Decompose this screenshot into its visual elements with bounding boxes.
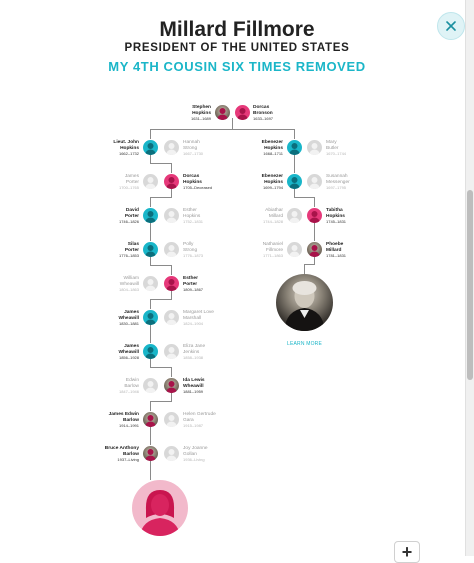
person-dates: 1856–1928 [118, 355, 139, 360]
person-dates: 1744–1828 [262, 219, 283, 224]
person-icon [287, 208, 302, 223]
person-icon [307, 208, 322, 223]
person-avatar[interactable] [307, 242, 322, 257]
you-avatar[interactable] [132, 480, 188, 536]
person-dates: 1776–1853 [118, 253, 139, 258]
zoom-in-button[interactable]: + [394, 541, 420, 563]
ancestor-name: Dorcas Bronson [253, 105, 273, 116]
spouse-dates: 1667–1730 [183, 151, 204, 156]
close-icon [445, 20, 457, 32]
tree-connector [150, 299, 172, 300]
person-icon [307, 140, 322, 155]
person-icon [307, 174, 322, 189]
tree-connector [304, 264, 315, 265]
person-name: Ebenezer Hopkins [261, 140, 283, 151]
spouse-dates: 1670–1744 [326, 151, 347, 156]
person-avatar[interactable] [143, 412, 158, 427]
spouse-dates: 1752–1831 [183, 219, 204, 224]
spouse-name: Esther Porter [183, 276, 198, 287]
tree-connector [294, 189, 295, 197]
person-dates: 1847–1946 [118, 389, 139, 394]
tree-connector [150, 427, 151, 435]
spouse-dates: 1858–1938 [183, 355, 204, 360]
person-dates: 1771–1863 [262, 253, 283, 258]
tree-connector [314, 223, 315, 231]
tree-connector [150, 435, 151, 445]
person-name: Ebenezer Hopkins [261, 174, 283, 185]
person-name: William Wheawill [119, 276, 139, 287]
person-icon [287, 174, 302, 189]
spouse-name: Margaret Love Marshall [183, 310, 214, 321]
person-silhouette-icon [132, 480, 188, 536]
person-avatar[interactable] [287, 174, 302, 189]
person-icon [164, 310, 179, 325]
scrollbar-thumb[interactable] [467, 190, 473, 380]
person-name: David Porter [124, 208, 139, 219]
person-avatar[interactable] [235, 105, 250, 120]
spouse-name: Eliza Jane Jenkins [183, 344, 206, 355]
person-avatar[interactable] [287, 208, 302, 223]
tree-connector [150, 359, 151, 367]
person-dates: 1914–1991 [118, 423, 139, 428]
person-icon [287, 242, 302, 257]
spouse-name: Polly Strong [183, 242, 198, 253]
spouse-name: Dorcas Hopkins [183, 174, 202, 185]
spouse-dates: 1809–1867 [183, 287, 204, 292]
person-icon [164, 208, 179, 223]
tree-connector [150, 129, 294, 130]
person-icon [143, 378, 158, 393]
spouse-name: Ida Lewis Wheawill [183, 378, 205, 389]
tree-connector [171, 367, 172, 377]
person-name: Silas Porter [124, 242, 139, 253]
person-avatar[interactable] [143, 208, 158, 223]
ancestor-name: Stephen Hopkins [192, 105, 211, 116]
person-icon [143, 310, 158, 325]
person-name: Nathaniel Fillmore [262, 242, 283, 253]
spouse-name: Tabitha Hopkins [326, 208, 345, 219]
person-icon [143, 412, 158, 427]
person-icon [164, 276, 179, 291]
person-avatar[interactable] [164, 276, 179, 291]
person-name: Bruce Anthony Barlow [104, 446, 139, 457]
tree-connector [150, 333, 151, 343]
person-dates: 1662–1732 [118, 151, 139, 156]
tree-connector [232, 118, 233, 129]
tree-connector [150, 325, 151, 333]
tree-connector [150, 223, 151, 231]
person-name: James Wheawill [118, 310, 139, 321]
person-name: Abiathar Millard [265, 208, 283, 219]
person-name: James Edwin Barlow [108, 412, 139, 423]
person-icon [307, 242, 322, 257]
person-icon [164, 140, 179, 155]
tree-connector [304, 264, 305, 274]
person-name: James Wheawill [118, 344, 139, 355]
tree-connector [314, 197, 315, 207]
tree-connector [171, 393, 172, 401]
person-icon [164, 344, 179, 359]
spouse-name: Helen Gertrude Gara [183, 412, 216, 423]
person-icon [164, 174, 179, 189]
tree-connector [314, 231, 315, 241]
tree-connector [150, 257, 151, 265]
person-avatar[interactable] [287, 140, 302, 155]
person-dates: 1937–Living [117, 457, 139, 462]
person-icon [235, 105, 250, 120]
tree-connector [150, 461, 151, 480]
tree-connector [171, 189, 172, 197]
tree-connector [294, 129, 295, 139]
tree-connector [294, 155, 295, 163]
person-avatar[interactable] [143, 242, 158, 257]
person-avatar[interactable] [164, 446, 179, 461]
person-icon [164, 378, 179, 393]
person-avatar[interactable] [164, 208, 179, 223]
person-icon [164, 242, 179, 257]
tree-connector [150, 163, 172, 164]
spouse-dates: 1776–1873 [183, 253, 204, 258]
person-avatar[interactable] [143, 140, 158, 155]
portrait-figure [276, 274, 333, 331]
person-icon [164, 412, 179, 427]
spouse-name: Phoebe Millard [326, 242, 344, 253]
tree-connector [171, 163, 172, 173]
tree-connector [150, 401, 151, 411]
spouse-name: Mary Butler [326, 140, 339, 151]
relationship-label: MY 4TH COUSIN SIX TIMES REMOVED [108, 59, 366, 74]
person-avatar[interactable] [143, 344, 158, 359]
spouse-dates: 1936–Living [183, 457, 205, 462]
tree-connector [150, 129, 151, 139]
person-icon [143, 344, 158, 359]
person-name: James Porter [124, 174, 139, 185]
person-avatar[interactable] [215, 105, 230, 120]
tree-connector [294, 163, 295, 173]
person-icon [143, 242, 158, 257]
person-avatar[interactable] [164, 310, 179, 325]
person-avatar[interactable] [164, 140, 179, 155]
millard-fillmore-portrait[interactable] [276, 274, 333, 331]
spouse-dates: 1781–1831 [326, 253, 347, 258]
person-dates: 1830–1881 [118, 321, 139, 326]
person-dates: 1699–1794 [262, 185, 283, 190]
tree-connector [150, 367, 172, 368]
spouse-dates: 1745–1831 [326, 219, 347, 224]
person-avatar[interactable] [164, 412, 179, 427]
person-avatar[interactable] [143, 174, 158, 189]
person-avatar[interactable] [143, 378, 158, 393]
close-button[interactable] [437, 12, 465, 40]
tree-connector [150, 299, 151, 309]
person-name: Edwin Barlow [124, 378, 139, 389]
scrollbar[interactable] [465, 0, 474, 556]
person-avatar[interactable] [307, 174, 322, 189]
tree-connector [150, 197, 172, 198]
tree-connector [171, 265, 172, 275]
person-avatar[interactable] [307, 140, 322, 155]
tree-connector [294, 197, 315, 198]
person-dates: 1668–1711 [263, 151, 283, 156]
spouse-name: Joy Joanne Gollan [183, 446, 208, 457]
person-icon [143, 140, 158, 155]
person-avatar[interactable] [164, 344, 179, 359]
spouse-dates: 1705–Deceased [183, 185, 213, 190]
person-avatar[interactable] [164, 378, 179, 393]
person-avatar[interactable] [164, 242, 179, 257]
spouse-name: Hannah Strong [183, 140, 200, 151]
person-avatar[interactable] [143, 446, 158, 461]
spouse-dates: 1915–1987 [183, 423, 204, 428]
learn-more-link[interactable]: LEARN MORE [286, 341, 323, 347]
page-subtitle: PRESIDENT OF THE UNITED STATES [124, 42, 350, 54]
person-name: Lieut. John Hopkins [113, 140, 139, 151]
person-avatar[interactable] [143, 310, 158, 325]
person-dates: 1700–1765 [118, 185, 139, 190]
person-icon [143, 208, 158, 223]
person-avatar[interactable] [143, 276, 158, 291]
page-title: Millard Fillmore [159, 18, 315, 41]
person-dates: 1804–1863 [118, 287, 139, 292]
ancestor-dates: 1633–1697 [253, 116, 274, 121]
person-avatar[interactable] [307, 208, 322, 223]
spouse-dates: 1697–1795 [326, 185, 347, 190]
spouse-dates: 1824–1904 [183, 321, 204, 326]
spouse-name: Esther Hopkins [183, 208, 201, 219]
person-icon [287, 140, 302, 155]
person-icon [143, 174, 158, 189]
tree-connector [171, 291, 172, 299]
person-avatar[interactable] [287, 242, 302, 257]
tree-connector [150, 265, 172, 266]
tree-connector [150, 155, 151, 163]
person-icon [215, 105, 230, 120]
spouse-name: Susannah Messenger [326, 174, 350, 185]
person-icon [164, 446, 179, 461]
person-dates: 1746–1826 [118, 219, 139, 224]
tree-connector [150, 231, 151, 241]
person-icon [143, 276, 158, 291]
tree-connector [314, 257, 315, 264]
ancestor-dates: 1631–1689 [190, 116, 211, 121]
tree-connector [150, 197, 151, 207]
tree-connector [150, 401, 172, 402]
person-avatar[interactable] [164, 174, 179, 189]
person-icon [143, 446, 158, 461]
spouse-dates: 1881–1959 [183, 389, 204, 394]
